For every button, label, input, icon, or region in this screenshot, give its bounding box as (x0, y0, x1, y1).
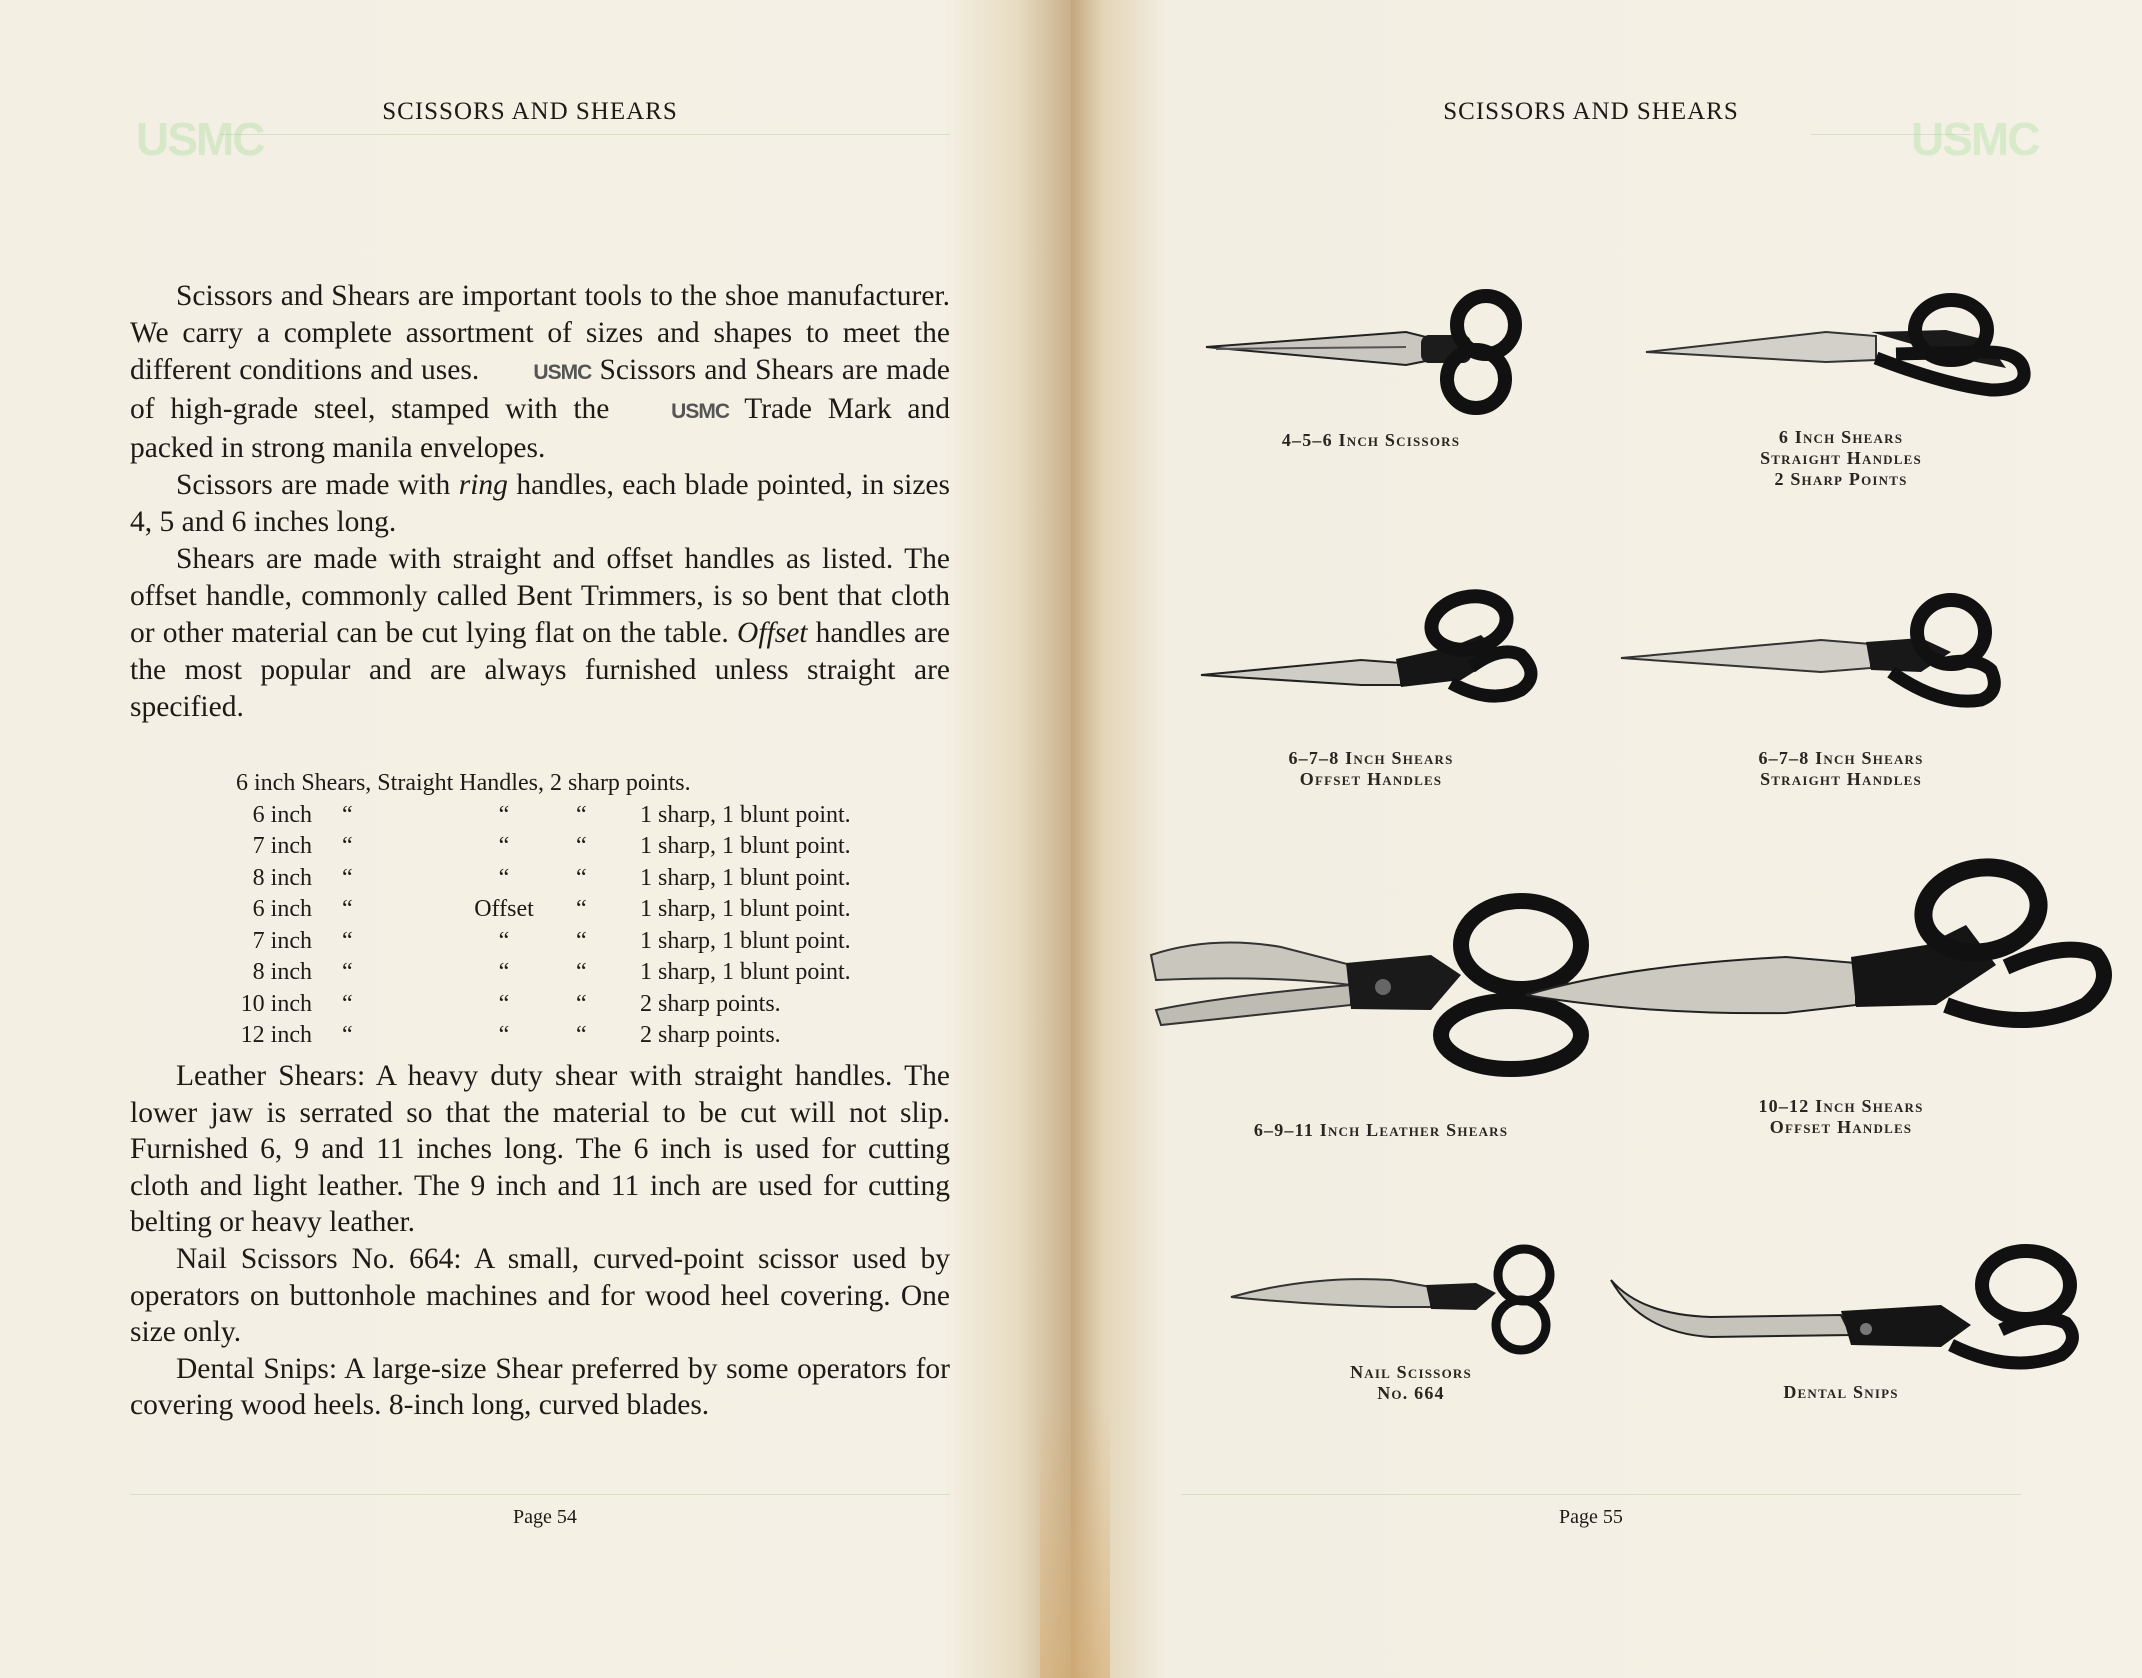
spec-row (200, 926, 851, 958)
running-head: SCISSORS AND SHEARS (1443, 98, 1739, 125)
spec-points: 1 sharp, 1 blunt point. (640, 801, 851, 828)
usmc-watermark-logo: USMC (1911, 113, 2039, 165)
caption-offset-shears: 6–7–8 Inch Shears Offset Handles (1288, 748, 1454, 789)
spec-points: 1 sharp, 1 blunt point. (640, 833, 851, 859)
spec-q2: “ (498, 1022, 510, 1048)
header-rule (220, 134, 950, 135)
spec-q2: “ (498, 927, 510, 954)
usmc-trademark-logo: USMC (671, 400, 730, 423)
usmc-trademark-logo: USMC (533, 361, 592, 384)
paragraph-3: Shears are made with straight and offset handles as listed. The offset handle, commonly called Bent Trimmers, is so bent that cloth or other material can be cut lying flat on the table. Offset handles are the most popular and are always furnished unless straight are specified. (130, 543, 951, 723)
spec-q3: “ (576, 927, 587, 954)
straight-shears-illustration (1646, 290, 2046, 420)
spec-row (200, 863, 851, 895)
usmc-watermark-logo: USMC (136, 113, 264, 165)
spec-points: 1 sharp, 1 blunt point. (640, 959, 851, 985)
spec-q3: “ (576, 1022, 587, 1048)
spec-q3: “ (576, 896, 587, 922)
spec-points: 1 sharp, 1 blunt point. (640, 927, 851, 954)
offset-shears-illustration (1201, 585, 1541, 715)
spec-q1: “ (342, 927, 353, 954)
spec-table (200, 800, 851, 1052)
spec-q2: Offset (474, 896, 534, 922)
spec-row (200, 800, 851, 832)
spec-q3: “ (576, 801, 587, 828)
shears-spec-list (200, 768, 851, 1052)
paragraph-5: Nail Scissors No. 664: A small, curved-point scissor used by operators on buttonhole machines and for wood heel covering. One size only. (130, 1242, 950, 1349)
spec-q1: “ (342, 801, 353, 828)
spec-q2: “ (498, 801, 510, 828)
spec-size: 8 inch (252, 864, 312, 891)
nail-scissors-illustration (1231, 1245, 1591, 1355)
spec-first-line: 6 inch Shears, Straight Handles, 2 sharp points. (236, 770, 691, 796)
caption-straight-shears-2-sharp: 6 Inch Shears Straight Handles 2 Sharp Points (1760, 427, 1922, 489)
spec-q2: “ (498, 959, 510, 985)
caption-nail-scissors: Nail Scissors No. 664 (1350, 1362, 1472, 1403)
spec-q3: “ (576, 959, 587, 985)
spec-q1: “ (342, 990, 353, 1017)
straight-shears-illustration (1621, 592, 2001, 722)
spec-points: 1 sharp, 1 blunt point. (640, 896, 851, 922)
paragraph-6: Dental Snips: A large-size Shear preferred by some operators for covering wood heels. 8-inch long, curved blades. (130, 1352, 950, 1422)
footer-rule (1181, 1494, 2021, 1495)
spec-q1: “ (342, 864, 353, 891)
spec-q1: “ (342, 959, 353, 985)
page-number: Page 54 (513, 1506, 577, 1528)
dental-snips-illustration (1611, 1245, 2091, 1375)
large-offset-shears-illustration (1526, 855, 2126, 1055)
spec-size: 7 inch (252, 833, 312, 859)
spec-points: 2 sharp points. (640, 1022, 781, 1048)
spec-row (200, 957, 851, 989)
spec-row (200, 831, 851, 863)
paragraph-2: Scissors are made with ring handles, each blade pointed, in sizes 4, 5 and 6 inches long. (130, 469, 950, 538)
spec-q3: “ (576, 864, 587, 891)
intro-text (130, 278, 950, 726)
spec-q1: “ (342, 833, 353, 859)
paragraph-1: Scissors and Shears are important tools to the shoe manufacturer. We carry a complete assortment of sizes and shapes to meet the different conditions and uses. USMC Scissors and Shears are made of high-grade steel, stamped with the USMC Trade Mark and packed in strong manila envelopes. (130, 280, 951, 464)
spec-points: 1 sharp, 1 blunt point. (640, 864, 851, 891)
scissors-illustration (1206, 285, 1536, 415)
spec-size: 8 inch (252, 959, 312, 985)
spec-size: 6 inch (252, 896, 312, 922)
spec-q1: “ (342, 1022, 353, 1048)
caption-straight-shears: 6–7–8 Inch Shears Straight Handles (1758, 748, 1924, 789)
spec-row (200, 894, 851, 926)
spec-q2: “ (498, 990, 510, 1017)
gutter-shadow (1040, 1400, 1110, 1678)
spec-q3: “ (576, 990, 587, 1017)
spec-points: 2 sharp points. (640, 990, 781, 1017)
spec-row (200, 989, 851, 1021)
spec-size: 12 inch (240, 1022, 312, 1048)
spec-row (200, 1020, 851, 1052)
right-page (1071, 0, 2142, 1678)
caption-dental-snips: Dental Snips (1783, 1382, 1899, 1402)
caption-scissors: 4–5–6 Inch Scissors (1281, 430, 1461, 450)
spec-q2: “ (498, 833, 510, 859)
spec-size: 7 inch (252, 927, 312, 954)
footer-rule (130, 1494, 950, 1495)
more-text (130, 1058, 950, 1424)
paragraph-4: Leather Shears: A heavy duty shear with straight handles. The lower jaw is serrated so that the material to be cut will not slip. Furnished 6, 9 and 11 inches long. The 6 inch is used for cutting cloth and light leather. The 9 inch and 11 inch are used for cutting belting or heavy leather. (130, 1060, 950, 1239)
page-number: Page 55 (1559, 1506, 1623, 1528)
spec-q3: “ (576, 833, 587, 859)
running-head: SCISSORS AND SHEARS (382, 98, 678, 125)
caption-large-offset-shears: 10–12 Inch Shears Offset Handles (1758, 1096, 1924, 1137)
spec-q2: “ (498, 864, 510, 891)
spec-size: 6 inch (252, 801, 312, 828)
caption-leather-shears: 6–9–11 Inch Leather Shears (1253, 1120, 1509, 1140)
spec-q1: “ (342, 896, 353, 922)
spec-size: 10 inch (240, 990, 312, 1017)
